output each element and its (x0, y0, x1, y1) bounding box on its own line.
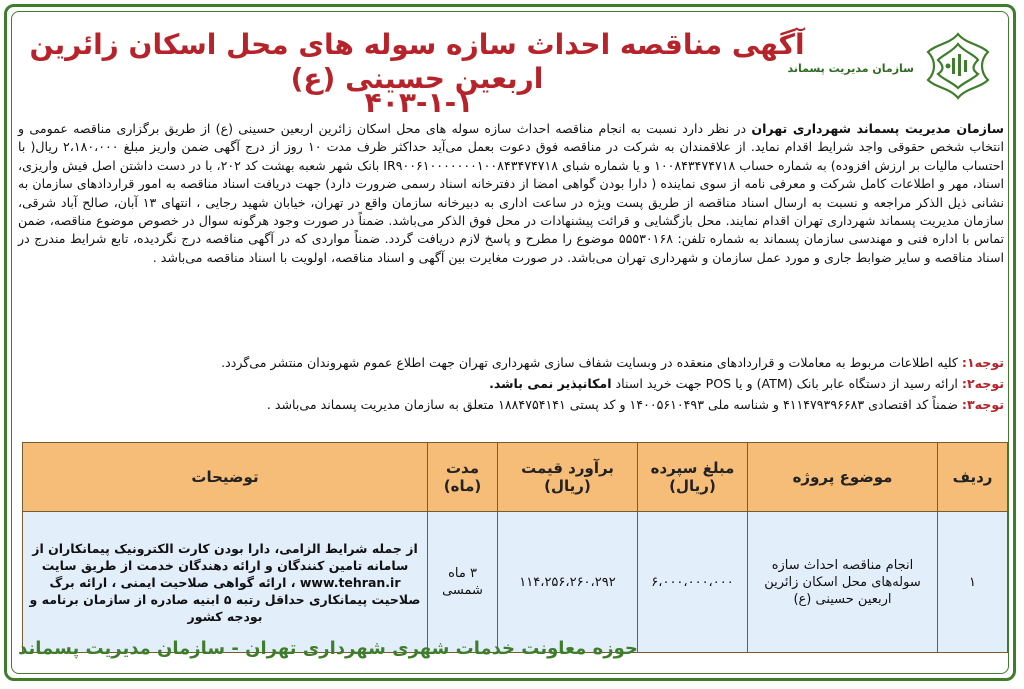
organization-name: سازمان مدیریت پسماند شهرداری تهران (751, 121, 1004, 136)
cell-description: از جمله شرایط الزامی، دارا بودن کارت الکترونیک پیمانکاران از سامانه تامین کنندگان و ارائه دهندگان خدمت از طریق سایت www.tehran.ir ، ارائه گواهی صلاحیت ایمنی ، ارائه برگ صلاحیت پیمانکاری حداقل رتبه ۵ ابنیه صادره از سازمان برنامه و بودجه کشور (23, 512, 428, 653)
cell-index: ۱ (938, 512, 1008, 653)
logo (787, 30, 1002, 100)
cell-duration: ۳ ماه شمسی (428, 512, 498, 653)
header-estimate: برآورد قیمت (ریال) (498, 443, 638, 512)
header-duration: مدت (ماه) (428, 443, 498, 512)
body-paragraph: در نظر دارد نسبت به انجام مناقصه احداث سازه سوله های محل اسکان زائرین اربعین حسینی (ع) از طریق برگزاری مناقصه عمومی و انتخاب شخص حقوقی واجد شرایط اقدام نماید. از علاقمندان به شرکت در مناقصه فوق دعوت بعمل می‌آید حداکثر ظرف مدت ۱۰ روز از درج آگهی ضمن واریز مبلغ ۲،۱۸۰،۰۰۰ ریال( با احتساب مالیات بر ارزش افزوده) به شماره حساب ۱۰۰۸۴۳۴۷۴۷۱۸ و یا شماره شبای IR۹۰۰۶۱۰۰۰۰۰۰۰۱۰۰۸۴۳۴۷۴۷۱۸ بانک شهر شعبه بهشت کد ۲۰۲، با در دست داشتن اصل فیش واریزی، اسناد، مهر و اطلاعات کامل شرکت و معرفی نامه از سوی نماینده ( دارا بودن گواهی امضا از دفترخانه اسناد رسمی ضرورت دارد) جهت دریافت اسناد مناقصه به امور قراردادهای سازمان به نشانی ذیل الذکر مراجعه و نسبت به ارسال اسناد مناقصه از طریق پست ویژه در ساعت اداری به دبیرخانه سازمان واقع در تهران، خیابان شهید رجایی ، انتهای ۱۳ آبان، صالح آباد شرقی، سازمان مدیریت پسماند شهرداری تهران اقدام نمایند. محل بازگشایی و قرائت پیشنهادات در محل فوق الذکر می‌باشد. ضمناً در صورت وجود هرگونه سوال در خصوص موضوع مناقصه، ضمن تماس با اداره فنی و مهندسی سازمان پسماند به شماره تلفن: ۵۵۵۳۰۱۶۸ موضوع را مطرح و پاسخ لازم دریافت گردد. ضمناً مواردی که در آگهی مناقصه درج نگردیده، تابع شرایط مندرج در اسناد مناقصه و سایر ضوابط جاری و مورد عمل سازمان و شهرداری تهران می‌باشد. در صورت مغایرت بین آگهی و اسناد مناقصه، اولویت با اسناد مناقصه می‌باشد . (18, 121, 1005, 265)
note-label: توجه۲: (961, 376, 1004, 391)
header-row-index: ردیف (938, 443, 1008, 512)
table-row (23, 512, 1008, 653)
table-header-row (23, 443, 1008, 512)
note-text: ارائه رسید از دستگاه عابر بانک (ATM) و یا POS جهت خرید اسناد (611, 376, 962, 391)
footer: حوزه معاونت خدمات شهری شهرداری تهران - سازمان مدیریت پسماند (18, 638, 638, 659)
header-description: توضیحات (23, 443, 428, 512)
note-text: کلیه اطلاعات مربوط به معاملات و قراردادهای منعقده در وبسایت شفاف سازی شهرداری تهران جهت اطلاع عموم شهروندان منتشر می‌گردد. (221, 355, 962, 370)
tender-code: ۴۰۳-۱-۱ (364, 86, 474, 119)
header (14, 8, 1004, 120)
ad-title: آگهی مناقصه احداث سازه سوله های محل اسکان زائرین اربعین حسینی (ع) (29, 28, 805, 95)
note-text: ضمناً کد اقتصادی ۴۱۱۴۷۹۳۹۶۶۸۳ و شناسه ملی ۱۴۰۰۵۶۱۰۴۹۳ و کد پستی ۱۸۸۴۷۵۴۱۴۱ متعلق به سازمان مدیریت پسماند می‌باشد . (266, 397, 962, 412)
header-subject: موضوع پروژه (748, 443, 938, 512)
note-3 (18, 394, 1004, 415)
header-deposit: مبلغ سپرده (ریال) (638, 443, 748, 512)
cell-estimate: ۱۱۴،۲۵۶،۲۶۰،۲۹۲ (498, 512, 638, 653)
tender-table (22, 442, 1008, 653)
tehran-municipality-logo-icon (922, 30, 994, 102)
cell-subject: انجام مناقصه احداث سازه سوله‌های محل اسکان زائرین اربعین حسینی (ع) (748, 512, 938, 653)
note-label: توجه۱: (961, 355, 1004, 370)
note-2 (18, 373, 1004, 394)
note-1 (18, 352, 1004, 373)
cell-deposit: ۶،۰۰۰،۰۰۰،۰۰۰ (638, 512, 748, 653)
notes (18, 352, 1004, 415)
logo-text: سازمان مدیریت پسماند (787, 62, 914, 75)
note-strong-text: امکانپذیر نمی باشد. (489, 376, 612, 391)
ad-body (18, 120, 1004, 267)
note-label: توجه۳: (961, 397, 1004, 412)
